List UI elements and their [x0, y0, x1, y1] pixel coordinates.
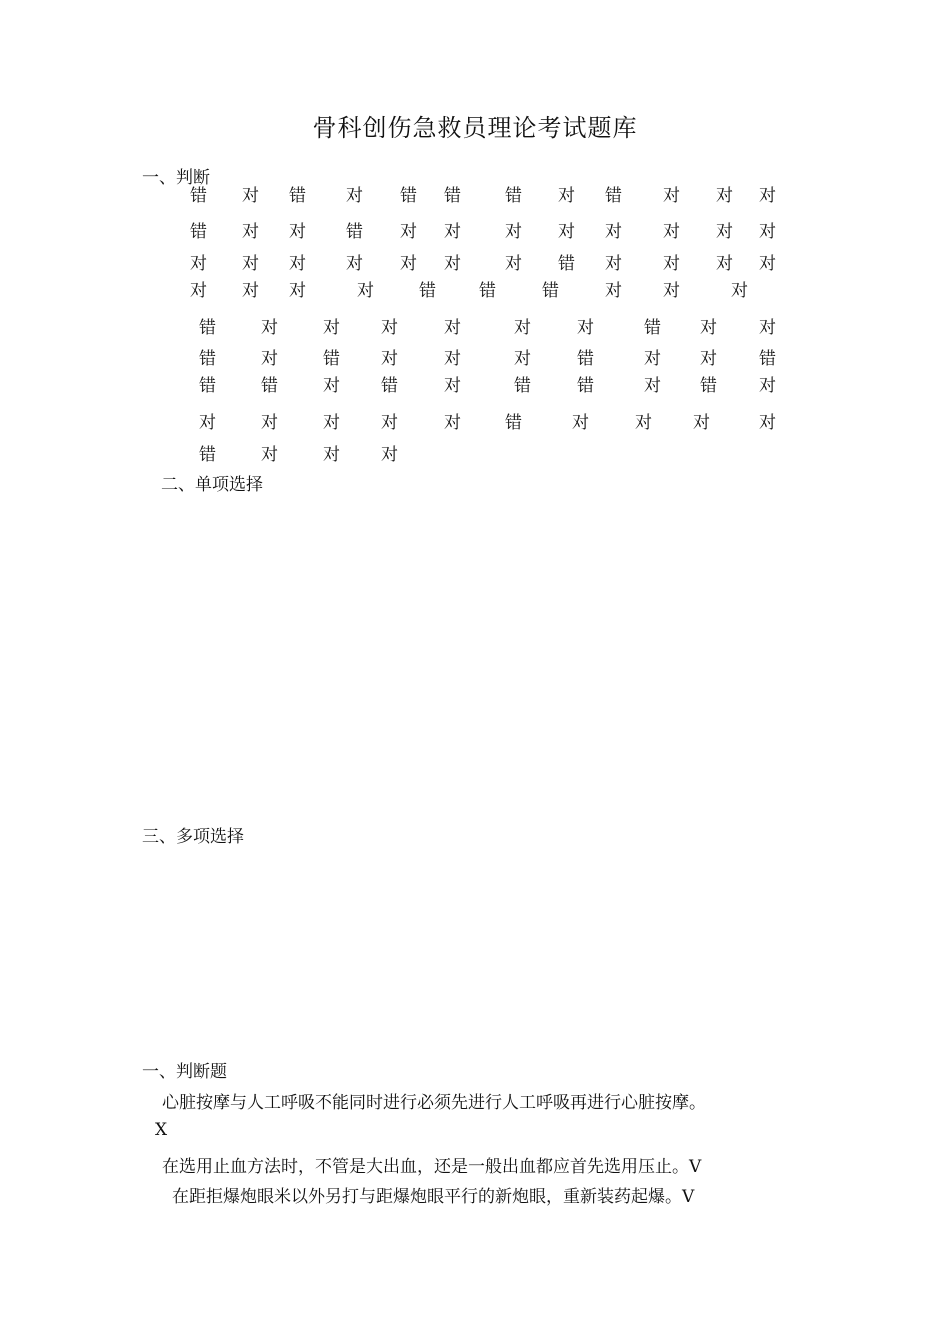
judgment-answer: 对	[289, 281, 306, 301]
judgment-answer: 对	[346, 254, 363, 274]
section-judgment-questions-heading: 一、判断题	[142, 1062, 227, 1082]
judgment-answer: 对	[400, 222, 417, 242]
judgment-answer: 对	[644, 376, 661, 396]
judgment-answer: 对	[261, 413, 278, 433]
judgment-answer: 对	[444, 222, 461, 242]
judgment-answer: 对	[572, 413, 589, 433]
judgment-answer: 对	[381, 349, 398, 369]
judgment-answer: 对	[577, 318, 594, 338]
judgment-answer: 对	[693, 413, 710, 433]
judgment-answer: 对	[605, 254, 622, 274]
judgment-answer: 对	[514, 349, 531, 369]
judgment-answer: 对	[759, 318, 776, 338]
judgment-answer: 对	[444, 318, 461, 338]
judgment-answer: 错	[542, 281, 559, 301]
question-line-1: 心脏按摩与人工呼吸不能同时进行必须先进行人工呼吸再进行心脏按摩。	[162, 1093, 706, 1113]
judgment-answer: 对	[444, 254, 461, 274]
judgment-answer: 对	[716, 254, 733, 274]
judgment-answer: 错	[505, 413, 522, 433]
judgment-answer: 错	[514, 376, 531, 396]
judgment-answer: 对	[444, 376, 461, 396]
judgment-answer: 错	[346, 222, 363, 242]
judgment-answer: 对	[663, 222, 680, 242]
judgment-answer: 错	[605, 186, 622, 206]
judgment-answer: 对	[323, 318, 340, 338]
section-single-choice-heading: 二、单项选择	[161, 475, 263, 495]
judgment-answer: 错	[199, 318, 216, 338]
judgment-answer: 对	[289, 254, 306, 274]
question-line-1-answer: X	[155, 1120, 168, 1140]
judgment-answer: 错	[505, 186, 522, 206]
judgment-answer: 对	[289, 222, 306, 242]
judgment-answer: 对	[716, 186, 733, 206]
judgment-answer: 对	[242, 186, 259, 206]
judgment-answer: 对	[700, 318, 717, 338]
judgment-answer: 对	[759, 413, 776, 433]
judgment-answer: 错	[479, 281, 496, 301]
judgment-answer: 对	[323, 413, 340, 433]
judgment-answer: 错	[400, 186, 417, 206]
judgment-answer: 错	[759, 349, 776, 369]
judgment-answer: 对	[663, 254, 680, 274]
judgment-answer: 对	[558, 186, 575, 206]
judgment-answer: 对	[381, 318, 398, 338]
judgment-answer: 对	[605, 222, 622, 242]
judgment-answer: 对	[731, 281, 748, 301]
judgment-answer: 对	[444, 349, 461, 369]
section-judgment-heading: 一、判断	[142, 168, 210, 188]
judgment-answer: 对	[199, 413, 216, 433]
judgment-answer: 错	[700, 376, 717, 396]
judgment-answer: 对	[381, 413, 398, 433]
judgment-answer: 对	[323, 445, 340, 465]
judgment-answer: 错	[323, 349, 340, 369]
judgment-answer: 错	[381, 376, 398, 396]
judgment-answer: 对	[759, 222, 776, 242]
judgment-answer: 错	[190, 222, 207, 242]
judgment-answer: 对	[261, 318, 278, 338]
judgment-answer: 错	[558, 254, 575, 274]
judgment-answer: 对	[700, 349, 717, 369]
question-line-3: 在距拒爆炮眼米以外另打与距爆炮眼平行的新炮眼，重新装药起爆。V	[172, 1187, 695, 1207]
judgment-answer: 对	[558, 222, 575, 242]
judgment-answer: 错	[444, 186, 461, 206]
judgment-answer: 对	[261, 445, 278, 465]
judgment-answer: 对	[716, 222, 733, 242]
judgment-answer: 对	[663, 281, 680, 301]
judgment-answer: 对	[242, 222, 259, 242]
judgment-answer: 对	[357, 281, 374, 301]
section-multiple-choice-heading: 三、多项选择	[142, 827, 244, 847]
page-title: 骨科创伤急救员理论考试题库	[312, 114, 638, 142]
judgment-answer: 对	[505, 222, 522, 242]
judgment-answer: 对	[663, 186, 680, 206]
judgment-answer: 错	[199, 376, 216, 396]
judgment-answer: 错	[199, 349, 216, 369]
judgment-answer: 错	[644, 318, 661, 338]
judgment-answer: 对	[190, 281, 207, 301]
judgment-answer: 错	[190, 186, 207, 206]
judgment-answer: 错	[261, 376, 278, 396]
judgment-answer: 对	[514, 318, 531, 338]
judgment-answer: 对	[323, 376, 340, 396]
judgment-answer: 对	[346, 186, 363, 206]
judgment-answer: 对	[444, 413, 461, 433]
judgment-answer: 对	[635, 413, 652, 433]
judgment-answer: 错	[199, 445, 216, 465]
judgment-answer: 对	[242, 254, 259, 274]
judgment-answer: 对	[759, 376, 776, 396]
question-line-2: 在选用止血方法时，不管是大出血，还是一般出血都应首先选用压止。V	[162, 1157, 702, 1177]
judgment-answer: 错	[419, 281, 436, 301]
judgment-answer: 错	[577, 349, 594, 369]
judgment-answer: 对	[505, 254, 522, 274]
judgment-answer: 对	[261, 349, 278, 369]
judgment-answer: 对	[605, 281, 622, 301]
judgment-answer: 错	[577, 376, 594, 396]
judgment-answer: 对	[759, 186, 776, 206]
judgment-answer: 对	[759, 254, 776, 274]
judgment-answer: 对	[190, 254, 207, 274]
judgment-answer: 对	[381, 445, 398, 465]
judgment-answer: 错	[289, 186, 306, 206]
judgment-answer: 对	[644, 349, 661, 369]
judgment-answer: 对	[242, 281, 259, 301]
judgment-answer: 对	[400, 254, 417, 274]
